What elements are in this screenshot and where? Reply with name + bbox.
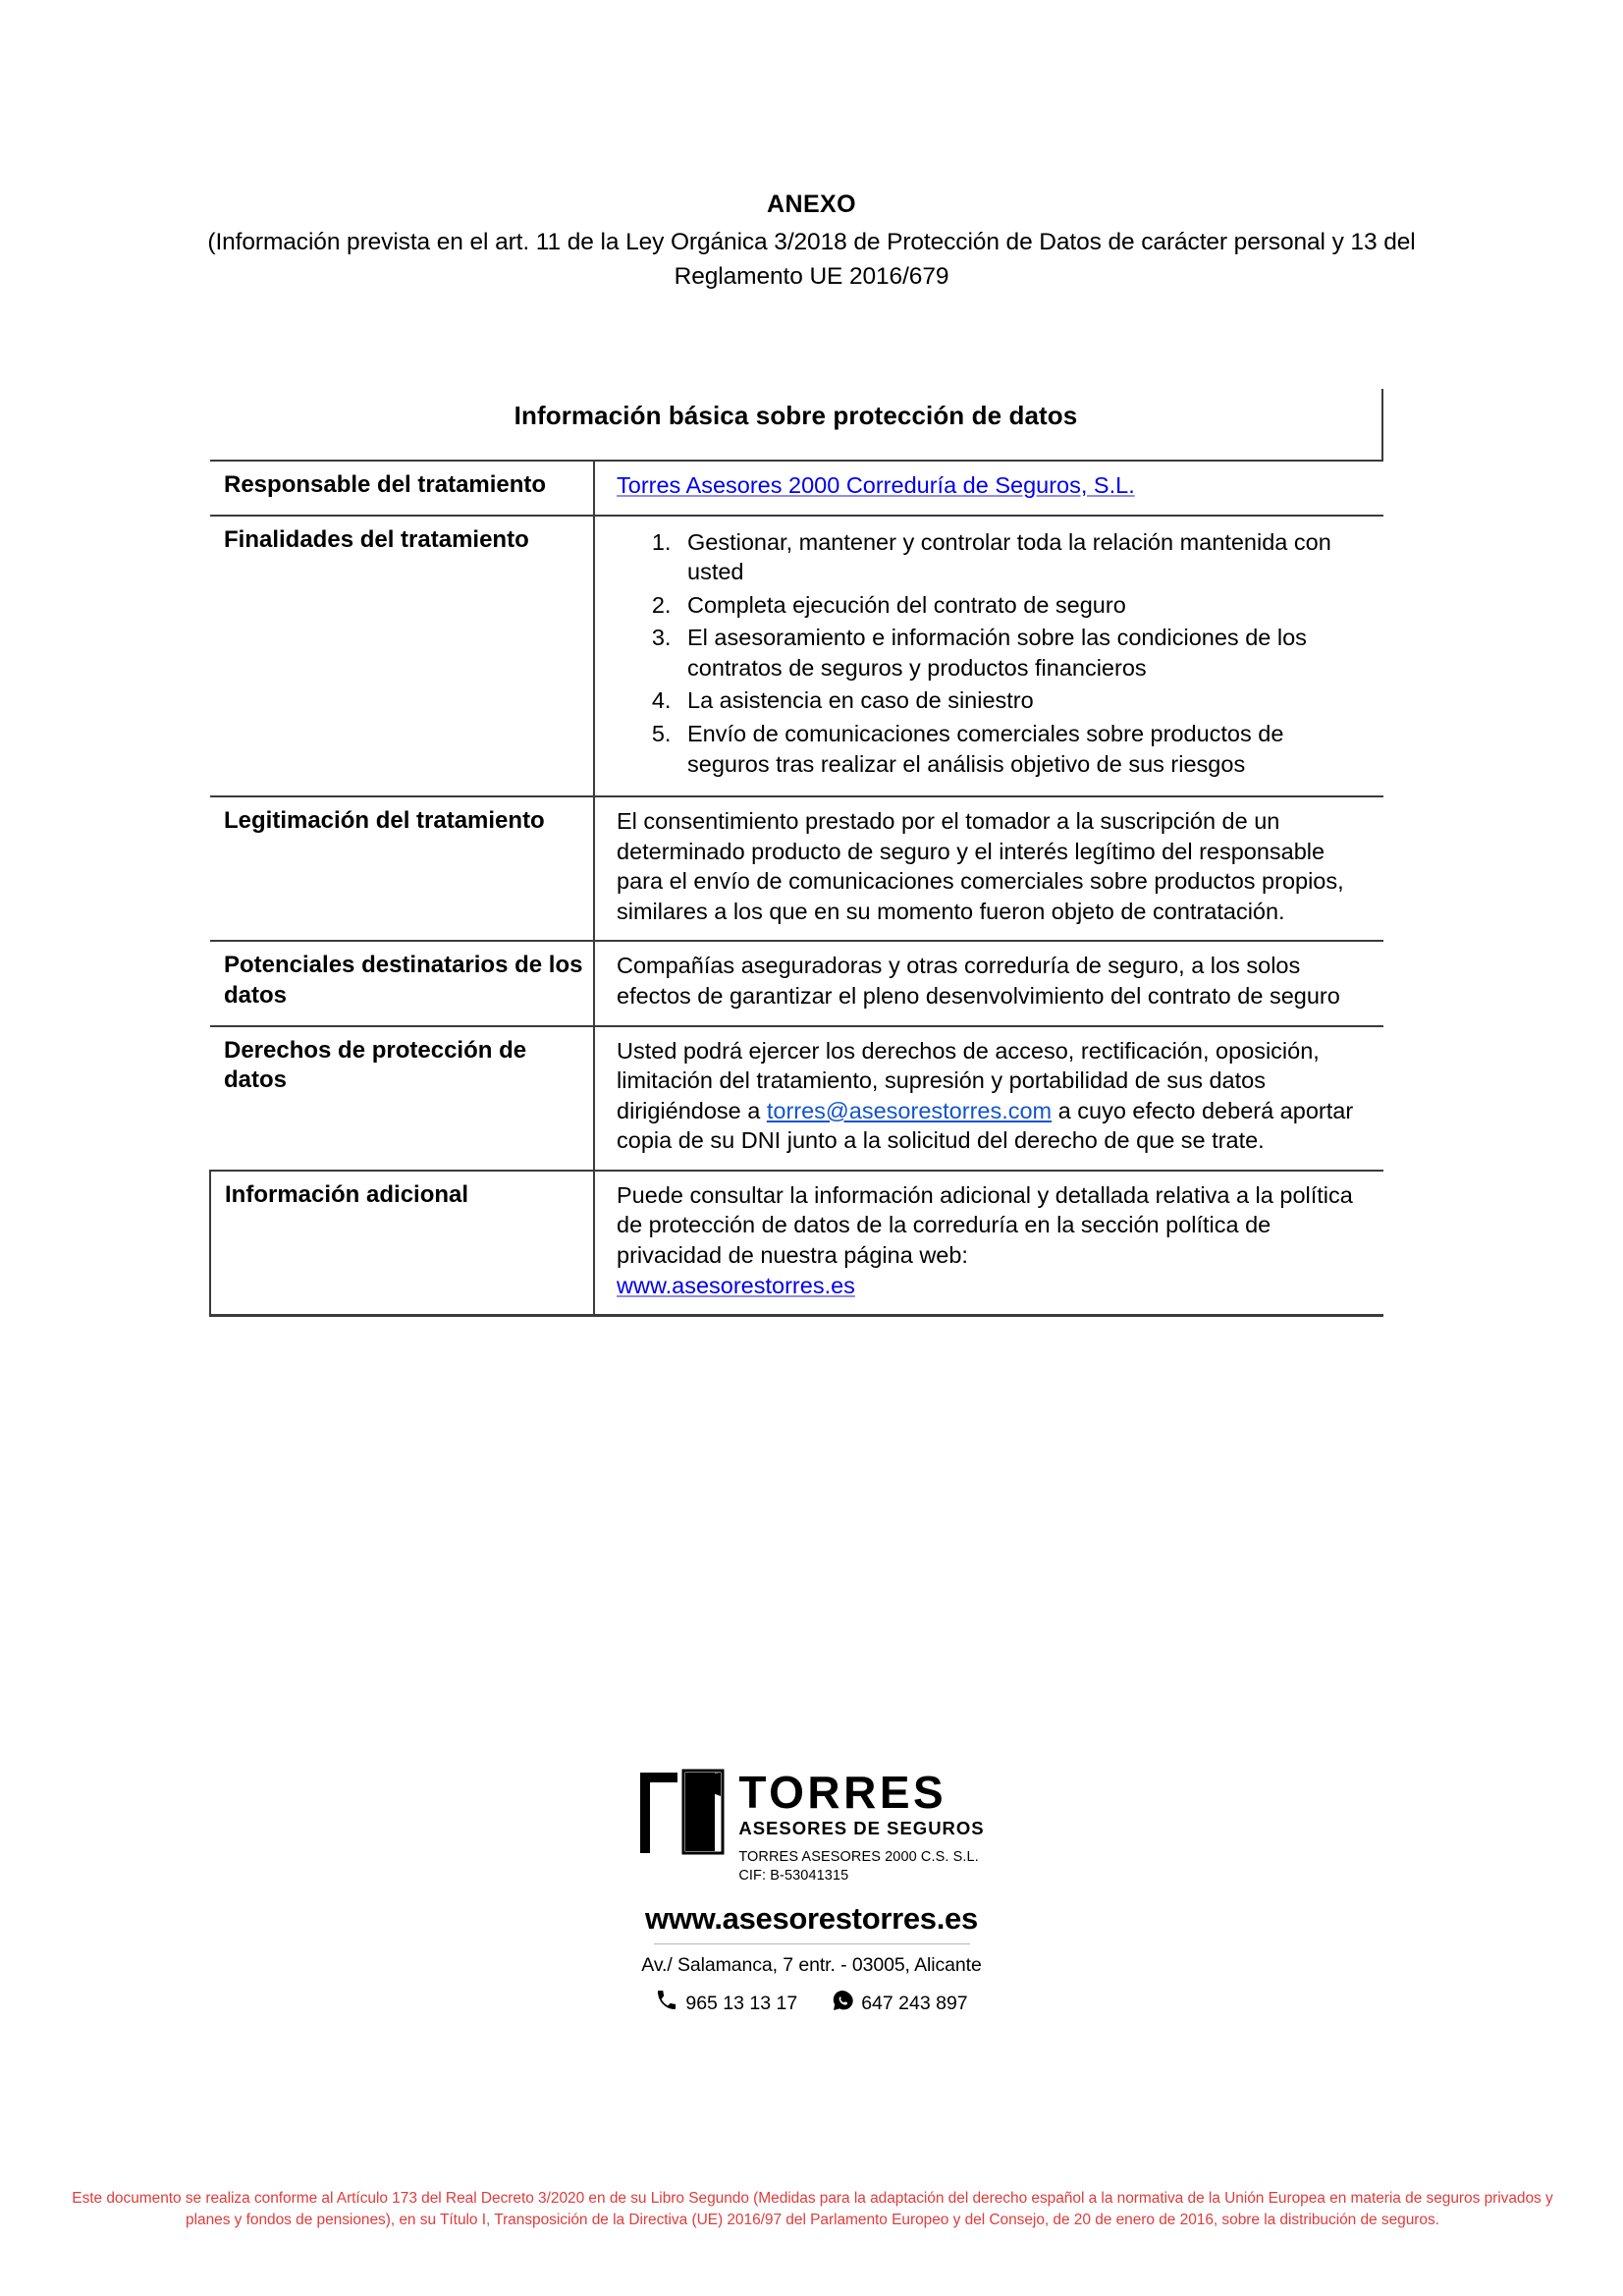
document-header bbox=[167, 189, 1456, 294]
row-label: Información adicional bbox=[210, 1171, 594, 1316]
row-label: Finalidades del tratamiento bbox=[210, 516, 594, 796]
responsible-entity-link[interactable]: Torres Asesores 2000 Correduría de Seguros, S.L. bbox=[617, 472, 1135, 498]
row-value-text: El consentimiento prestado por el tomador a la suscripción de un determinado producto de seguro y el interés legítimo del responsable para el envío de comunicaciones comerciales sobre productos propios, similares a los que en su momento fueron objeto de contratación. bbox=[617, 808, 1344, 924]
table-row bbox=[210, 796, 1383, 941]
footer-divider bbox=[654, 1943, 970, 1944]
data-protection-table-wrapper bbox=[209, 460, 1383, 1317]
list-item: 2. Completa ejecución del contrato de seguro bbox=[677, 590, 1370, 621]
row-value bbox=[594, 941, 1383, 1025]
company-footer-block bbox=[0, 1763, 1623, 2018]
table-title: Información básica sobre protección de datos bbox=[514, 401, 1078, 430]
whatsapp-contact[interactable] bbox=[831, 1989, 967, 2018]
row-value-link-wrap bbox=[617, 1271, 1370, 1301]
rights-text-after: a cuyo efecto deberá aportar copia de su DNI junto a la solicitud del derecho de que se trate. bbox=[617, 1097, 1354, 1154]
row-value bbox=[594, 461, 1383, 516]
brand-name: TORRES bbox=[738, 1767, 947, 1818]
page-title: ANEXO bbox=[767, 191, 856, 218]
whatsapp-number: 647 243 897 bbox=[861, 1992, 968, 2014]
phone-icon bbox=[655, 1989, 678, 2018]
footer-website[interactable]: www.asesorestorres.es bbox=[645, 1901, 978, 1937]
phone-contact[interactable] bbox=[655, 1989, 797, 2018]
cif-number: CIF: B-53041315 bbox=[738, 1867, 849, 1884]
row-value bbox=[594, 796, 1383, 941]
brand-tagline: ASESORES DE SEGUROS bbox=[738, 1818, 985, 1839]
rights-text-before: Usted podrá ejercer los derechos de acceso, rectificación, oposición, limitación del tratamiento, supresión y portabilidad de sus datos dirigiéndose a bbox=[617, 1037, 1320, 1123]
table-row bbox=[210, 1171, 1383, 1316]
table-row bbox=[210, 461, 1383, 516]
row-label: Potenciales destinatarios de los datos bbox=[210, 941, 594, 1025]
table-row bbox=[210, 941, 1383, 1025]
row-label: Derechos de protección de datos bbox=[210, 1026, 594, 1171]
row-value-text bbox=[617, 1036, 1370, 1156]
row-label: Legitimación del tratamiento bbox=[210, 796, 594, 941]
row-value bbox=[594, 1026, 1383, 1171]
row-value-text: Compañías aseguradoras y otras correduría de seguro, a los solos efectos de garantizar el pleno desenvolvimiento del contrato de seguro bbox=[617, 953, 1340, 1009]
logo-text-column bbox=[738, 1763, 984, 1885]
list-item: 4. La asistencia en caso de siniestro bbox=[677, 685, 1370, 716]
table-row bbox=[210, 1026, 1383, 1171]
list-item: 1. Gestionar, mantener y controlar toda la relación mantenida con usted bbox=[677, 527, 1370, 587]
logo-row bbox=[638, 1763, 984, 1885]
page-subtitle: (Información prevista en el art. 11 de la Ley Orgánica 3/2018 de Protección de Datos de carácter personal y 13 del Reglamento UE 2016/679 bbox=[207, 228, 1416, 290]
torres-logo-icon bbox=[638, 1767, 725, 1857]
list-item: 3. El asesoramiento e información sobre las condiciones de los contratos de seguros y productos financieros bbox=[677, 623, 1370, 683]
list-item: 5. Envío de comunicaciones comerciales sobre productos de seguros tras realizar el análisis objetivo de sus riesgos bbox=[677, 719, 1370, 779]
data-protection-table bbox=[209, 460, 1383, 1317]
legal-entity-name: TORRES ASESORES 2000 C.S. S.L. bbox=[738, 1849, 979, 1866]
website-link[interactable]: www.asesorestorres.es bbox=[617, 1272, 855, 1298]
contact-email-link[interactable]: torres@asesorestorres.com bbox=[766, 1097, 1053, 1123]
purposes-list bbox=[617, 527, 1370, 779]
phone-number: 965 13 13 17 bbox=[685, 1992, 798, 2014]
company-address: Av./ Salamanca, 7 entr. - 03005, Alicante bbox=[641, 1954, 982, 1977]
legal-footnote: Este documento se realiza conforme al Artículo 173 del Real Decreto 3/2020 en de su Libro Segundo (Medidas para la adaptación del derecho español a la normativa de la Unión Europea en materia de seguros privados y planes y fondos de pensiones), en su Título I, Transposición de la Directiva (UE) 2016/97 del Parlamento Europeo y del Consejo, de 20 de enero de 2016, sobre la distribución de seguros. bbox=[72, 2190, 1553, 2228]
row-value bbox=[594, 1171, 1383, 1316]
contact-phones bbox=[655, 1989, 967, 2018]
table-title-right-rule bbox=[1381, 389, 1383, 460]
row-value-text: Puede consultar la información adicional y detallada relativa a la política de protección de datos de la correduría en la sección política de privacidad de nuestra página web: bbox=[617, 1181, 1353, 1268]
row-label: Responsable del tratamiento bbox=[210, 461, 594, 516]
whatsapp-icon bbox=[831, 1989, 854, 2018]
row-value bbox=[594, 516, 1383, 796]
table-row bbox=[210, 516, 1383, 796]
